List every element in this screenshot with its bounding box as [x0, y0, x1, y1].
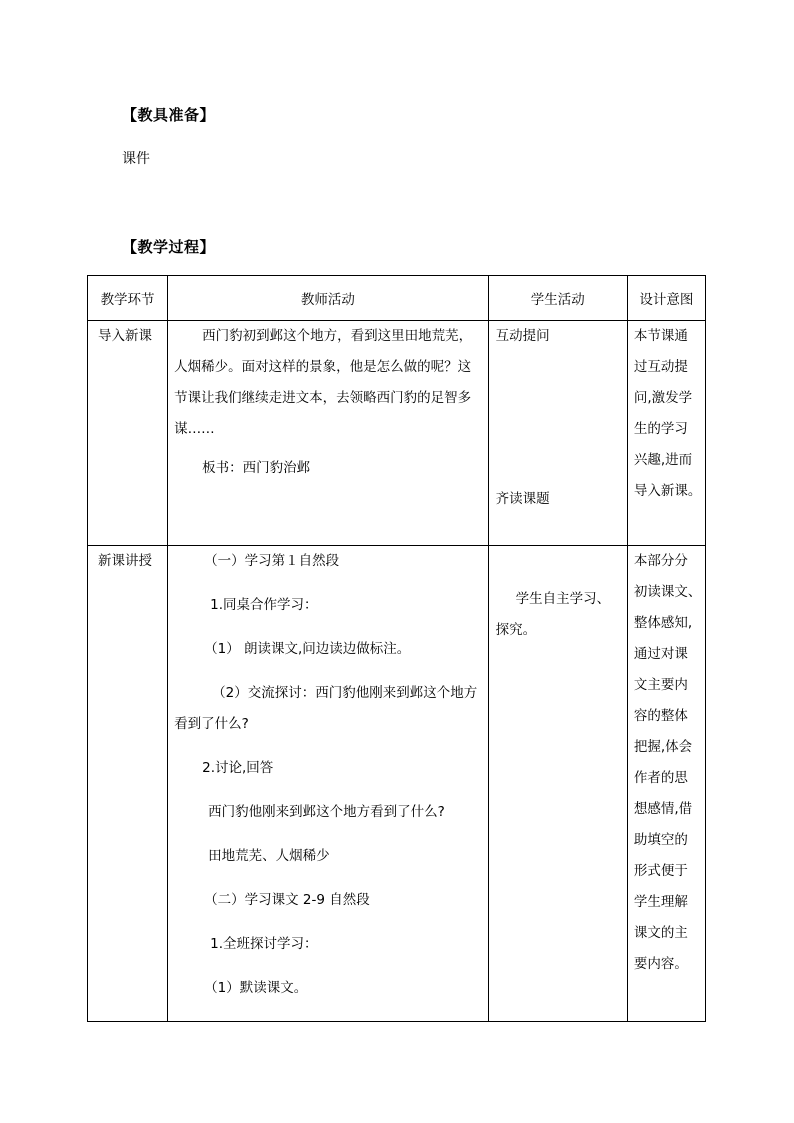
intent-text: 把握,体会	[633, 739, 693, 755]
intent-text: 形式便于	[633, 863, 688, 879]
header-intent: 设计意图	[627, 276, 705, 321]
intent-text: 导入新课。	[633, 483, 702, 499]
intent-text: 要内容。	[633, 956, 688, 972]
intent-text: 学生理解	[633, 894, 688, 910]
student-text: 齐读课题	[495, 491, 550, 507]
intent-text: 兴趣,进而	[633, 452, 693, 468]
teacher-text: （2）交流探讨：西门豹他刚来到邺这个地方	[212, 685, 478, 701]
teacher-text: （二）学习课文 2-9 自然段	[204, 892, 370, 908]
intent-text: 通过对课	[633, 646, 688, 662]
student-text: 学生自主学习、	[515, 591, 611, 607]
intent-text: 文主要内	[633, 677, 688, 693]
intent-text: 助填空的	[633, 832, 688, 848]
intent-text: 过互动提	[633, 359, 688, 375]
teacher-text: 1.全班探讨学习：	[210, 936, 318, 952]
teacher-text: 西门豹他刚来到邺这个地方看到了什么?	[208, 804, 445, 820]
teacher-text: 田地荒芜、人烟稀少	[208, 848, 330, 864]
teacher-text: 2.讨论,回答	[202, 760, 274, 776]
materials-text: 课件	[122, 151, 150, 167]
intent-text: 本节课通	[633, 328, 688, 344]
stage-label: 导入新课	[98, 328, 152, 344]
materials-heading: 【教具准备】	[122, 106, 216, 124]
teacher-text: 西门豹初到邺这个地方，看到这里田地荒芜，	[202, 328, 473, 344]
table-row	[88, 546, 706, 1022]
intent-text: 本部分分	[633, 553, 688, 569]
table-header-row	[88, 276, 706, 321]
header-teacher: 教师活动	[168, 276, 489, 321]
intent-text: 整体感知,	[633, 615, 693, 631]
teacher-text: 板书：西门豹治邺	[202, 460, 311, 476]
intent-text: 容的整体	[633, 708, 688, 724]
teacher-text: 节课让我们继续走进文本，去领略西门豹的足智多	[174, 390, 472, 406]
teacher-text: 谋……	[174, 421, 215, 437]
teacher-text: （1） 朗读课文,问边读边做标注。	[204, 641, 411, 657]
process-heading: 【教学过程】	[122, 238, 216, 256]
stage-label: 新课讲授	[98, 553, 152, 569]
student-text: 探究。	[495, 622, 537, 638]
student-text: 互动提问	[495, 328, 550, 344]
header-stage: 教学环节	[88, 276, 168, 321]
teacher-text: 看到了什么?	[174, 716, 249, 732]
intent-text: 问,激发学	[633, 390, 693, 406]
intent-text: 课文的主	[633, 925, 688, 941]
teacher-text: 人烟稀少。面对这样的景象，他是怎么做的呢？这	[174, 359, 472, 375]
lesson-table	[87, 275, 706, 1022]
header-student: 学生活动	[488, 276, 627, 321]
intent-text: 作者的思	[633, 770, 688, 786]
table-row	[88, 321, 706, 546]
teacher-text: 1.同桌合作学习：	[210, 597, 318, 613]
intent-text: 生的学习	[633, 421, 688, 437]
teacher-text: （1）默读课文。	[204, 980, 308, 996]
intent-text: 想感情,借	[633, 801, 693, 817]
teacher-text: （一）学习第１自然段	[204, 553, 340, 569]
intent-text: 初读课文、	[633, 584, 702, 600]
